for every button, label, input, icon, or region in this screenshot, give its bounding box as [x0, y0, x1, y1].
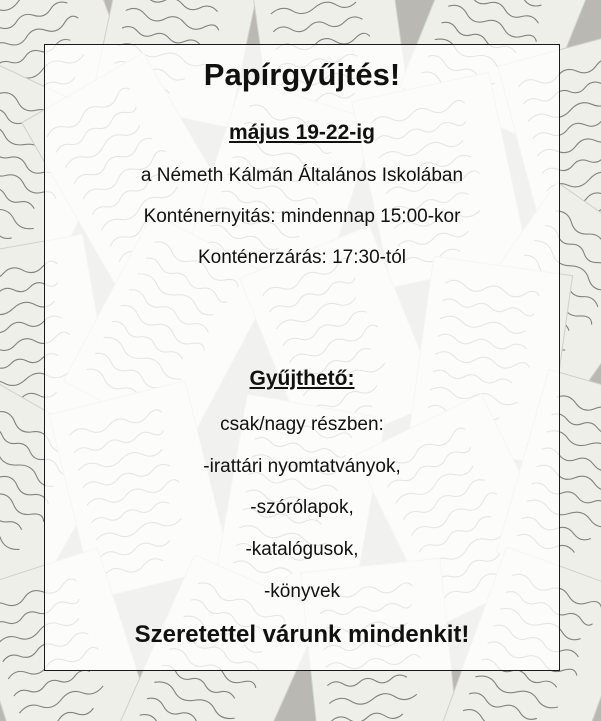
announcement-card — [44, 44, 560, 671]
container-closing-time: Konténerzárás: 17:30-tól — [197, 247, 407, 268]
collectable-intro: csak/nagy részben: — [220, 414, 384, 435]
event-location: a Németh Kálmán Általános Iskolában — [140, 165, 464, 186]
collectable-item: -irattári nyomtatványok, — [203, 456, 401, 477]
container-opening-time: Konténernyitás: mindennap 15:00-kor — [143, 206, 461, 227]
collectable-item: -könyvek — [263, 581, 341, 602]
poster-title: Papírgyűjtés! — [203, 57, 401, 92]
collectable-item: -katalógusok, — [245, 539, 359, 560]
collectable-heading: Gyűjthető: — [249, 367, 355, 390]
event-dates: május 19-22-ig — [229, 121, 375, 144]
closing-message: Szeretettel várunk mindenkit! — [134, 621, 470, 648]
collectable-item: -szórólapok, — [250, 497, 354, 518]
